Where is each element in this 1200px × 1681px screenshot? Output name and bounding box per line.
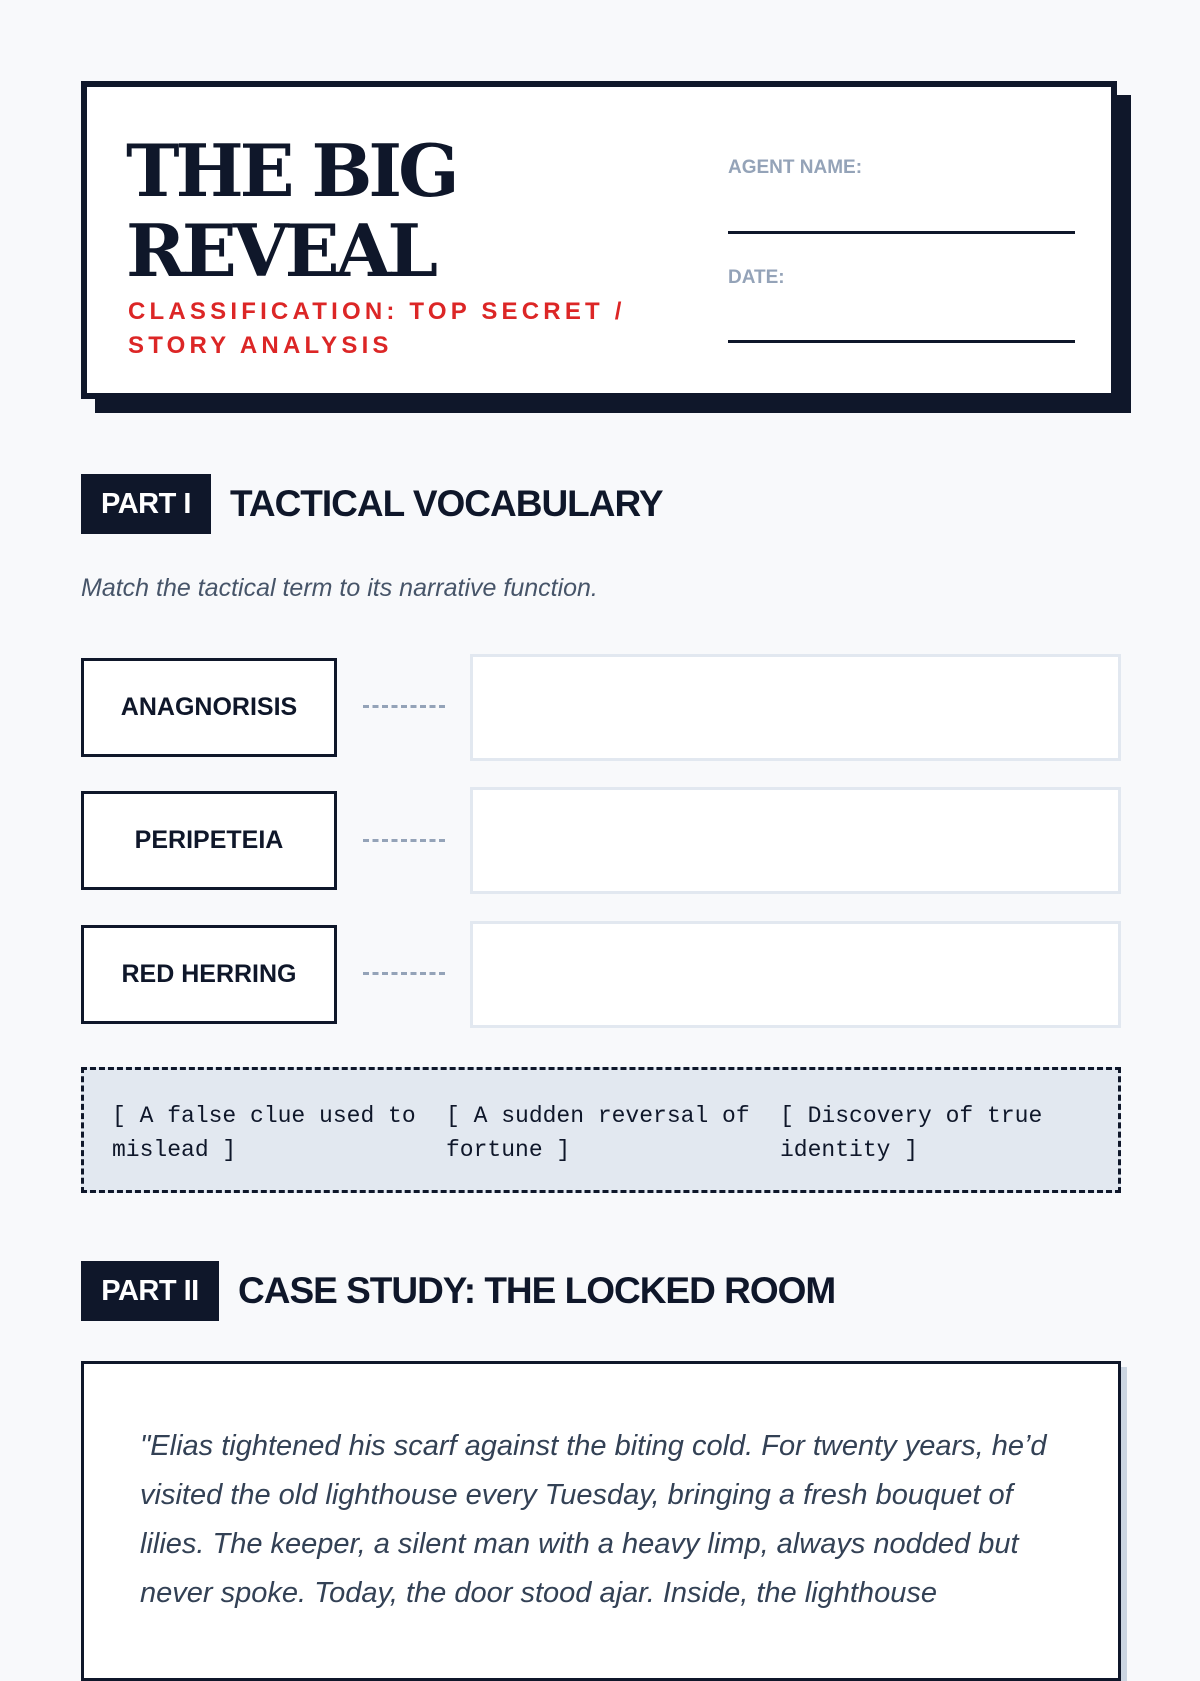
answer-box-anagnorisis[interactable] bbox=[470, 654, 1121, 761]
match-connector bbox=[363, 839, 445, 842]
term-peripeteia: PERIPETEIA bbox=[81, 791, 337, 890]
part-1-instructions: Match the tactical term to its narrative function. bbox=[81, 574, 598, 602]
part-1-title: TACTICAL VOCABULARY bbox=[230, 483, 663, 524]
worksheet-title: THE BIG REVEAL bbox=[126, 128, 456, 293]
part-2-title: CASE STUDY: THE LOCKED ROOM bbox=[238, 1270, 836, 1311]
word-bank-item: [ A false clue used to mislead ] bbox=[112, 1103, 416, 1163]
term-anagnorisis: ANAGNORISIS bbox=[81, 658, 337, 757]
term-red-herring: RED HERRING bbox=[81, 925, 337, 1024]
date-label: DATE: bbox=[728, 267, 785, 288]
word-bank-item: [ Discovery of true identity ] bbox=[780, 1103, 1043, 1163]
part-2-badge: PART II bbox=[81, 1261, 219, 1321]
worksheet-header bbox=[81, 81, 1117, 399]
part-1-badge: PART I bbox=[81, 474, 211, 534]
agent-name-label: AGENT NAME: bbox=[728, 157, 863, 178]
agent-name-field[interactable] bbox=[728, 231, 1075, 234]
match-connector bbox=[363, 705, 445, 708]
case-study-passage bbox=[81, 1361, 1121, 1681]
word-bank-item: [ A sudden reversal of fortune ] bbox=[446, 1103, 750, 1163]
classification-label: CLASSIFICATION: TOP SECRET / STORY ANALYSIS bbox=[128, 298, 626, 359]
answer-box-peripeteia[interactable] bbox=[470, 787, 1121, 894]
date-field[interactable] bbox=[728, 340, 1075, 343]
word-bank bbox=[81, 1067, 1121, 1193]
passage-text: "Elias tightened his scarf against the biting cold. For twenty years, he’d visited the old lighthouse every Tuesday, bringing a fresh bouquet of lilies. The keeper, a silent man with a heavy limp, always nodded but never spoke. Today, the door stood ajar. Inside, the lighthouse bbox=[140, 1430, 1047, 1609]
answer-box-red-herring[interactable] bbox=[470, 921, 1121, 1028]
match-connector bbox=[363, 972, 445, 975]
